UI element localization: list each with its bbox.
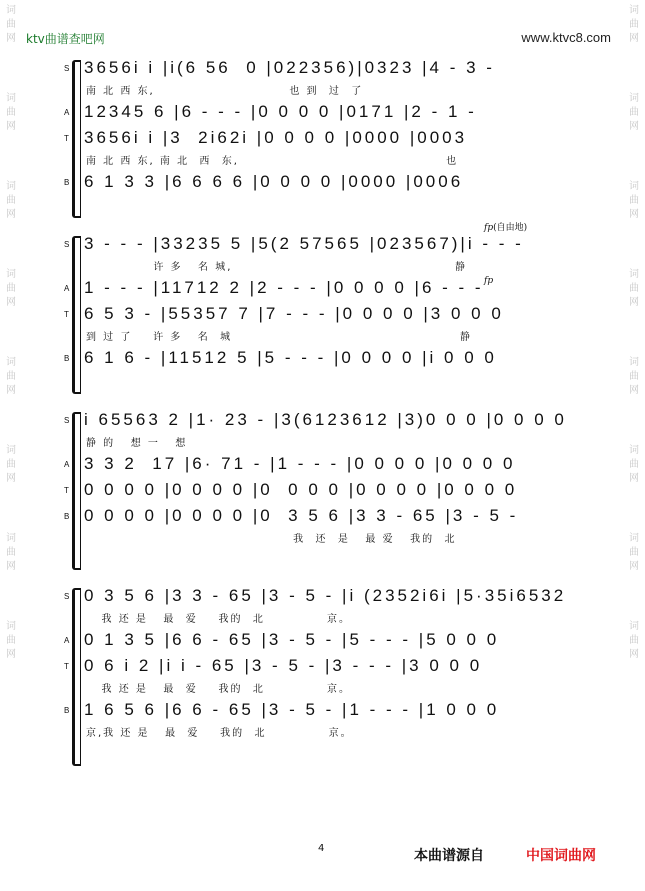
bass-lyrics: 我 还 是 最 爱 我的 北	[86, 534, 457, 545]
watermark-right: 词 曲 网 词 曲 网 词 曲 网 词 曲 网 词 曲 网 词 曲 网 词 曲 网 词 曲 网	[629, 5, 639, 660]
soprano-notes: 3656i i |i(6 56 0 |022356)|0323 |4 - 3 -	[84, 58, 495, 77]
dynamic-fp-alto: fp	[484, 276, 494, 286]
bass-row	[60, 346, 580, 372]
bass-row	[60, 504, 580, 530]
soprano-notes: 3 - - - |33235 5 |5(2 57565 |023567)|i - - -	[84, 234, 524, 253]
source-site-link[interactable]: 中国词曲网	[526, 848, 596, 864]
soprano-row	[60, 232, 580, 258]
voice-label-tenor: T	[64, 134, 69, 143]
alto-row	[60, 452, 580, 478]
score-system-1	[60, 56, 580, 232]
voice-label-tenor: T	[64, 662, 69, 671]
tenor-lyrics: 南 北 西 东, 南 北 西 东, 也	[86, 156, 459, 167]
alto-notes: 1 - - - |11712 2 |2 - - - |0 0 0 0 |6 - - -	[84, 278, 484, 297]
score-system-4	[60, 584, 580, 780]
page-number: 4	[318, 843, 325, 854]
voice-label-soprano: S	[64, 416, 70, 425]
voice-label-tenor: T	[64, 310, 69, 319]
tenor-notes: 3656i i |3 2i62i |0 0 0 0 |0000 |0003	[84, 128, 468, 147]
soprano-row	[60, 56, 580, 82]
site-url-right: www.ktvc8.com	[521, 30, 611, 45]
soprano-notes: i 65563 2 |1· 23 - |3(6123612 |3)0 0 0 |0 0 0 0	[84, 410, 567, 429]
tenor-row	[60, 302, 580, 328]
voice-label-bass: B	[64, 354, 70, 363]
tenor-notes: 6 5 3 - |55357 7 |7 - - - |0 0 0 0 |3 0 0 0	[84, 304, 504, 323]
score-system-3	[60, 408, 580, 584]
score-system-2	[60, 223, 580, 408]
dynamic-fp-ziyoudi: fp(自由地)	[484, 223, 528, 233]
bass-row	[60, 170, 580, 196]
soprano-lyrics: 许 多 名 城, 静	[86, 262, 468, 273]
tenor-row	[60, 654, 580, 680]
voice-label-alto: A	[64, 636, 70, 645]
voice-label-soprano: S	[64, 240, 70, 249]
bass-row	[60, 698, 580, 724]
voice-label-bass: B	[64, 178, 70, 187]
bass-notes: 0 0 0 0 |0 0 0 0 |0 3 5 6 |3 3 - 65 |3 - 5 -	[84, 506, 519, 525]
bass-lyrics: 京,我 还 是 最 爱 我的 北 京。	[86, 728, 353, 739]
alto-notes: 0 1 3 5 |6 6 - 65 |3 - 5 - |5 - - - |5 0 0 0	[84, 630, 500, 649]
alto-row	[60, 100, 580, 126]
alto-notes: 12345 6 |6 - - - |0 0 0 0 |0171 |2 - 1 -	[84, 102, 477, 121]
tenor-lyrics: 我 还 是 最 爱 我的 北 京。	[86, 684, 352, 695]
source-prefix: 本曲谱源自	[414, 848, 484, 864]
voice-label-soprano: S	[64, 592, 70, 601]
soprano-notes: 0 3 5 6 |3 3 - 65 |3 - 5 - |i (2352i6i |5·35i6532	[84, 586, 567, 605]
voice-label-alto: A	[64, 460, 70, 469]
tenor-row	[60, 478, 580, 504]
voice-label-alto: A	[64, 284, 70, 293]
voice-label-bass: B	[64, 512, 70, 521]
voice-label-soprano: S	[64, 64, 70, 73]
voice-label-alto: A	[64, 108, 70, 117]
soprano-lyrics: 我 还 是 最 爱 我的 北 京。	[86, 614, 352, 625]
soprano-lyrics: 南 北 西 东, 也 到 过 了	[86, 86, 364, 97]
voice-label-bass: B	[64, 706, 70, 715]
bass-notes: 6 1 3 3 |6 6 6 6 |0 0 0 0 |0000 |0006	[84, 172, 464, 191]
soprano-lyrics: 静 的 想 一 想	[86, 438, 188, 449]
bass-notes: 6 1 6 - |11512 5 |5 - - - |0 0 0 0 |i 0 0 0	[84, 348, 497, 367]
bass-notes: 1 6 5 6 |6 6 - 65 |3 - 5 - |1 - - - |1 0 0 0	[84, 700, 500, 719]
watermark-left: 词 曲 网 词 曲 网 词 曲 网 词 曲 网 词 曲 网 词 曲 网 词 曲 网 词 曲 网	[6, 5, 16, 660]
music-score	[60, 56, 580, 780]
tenor-notes: 0 0 0 0 |0 0 0 0 |0 0 0 0 |0 0 0 0 |0 0 0 0	[84, 480, 518, 499]
tenor-notes: 0 6 i 2 |i i - 65 |3 - 5 - |3 - - - |3 0 0 0	[84, 656, 483, 675]
voice-label-tenor: T	[64, 486, 69, 495]
tenor-lyrics: 到 过 了 许 多 名 城 静	[86, 332, 473, 343]
soprano-row	[60, 584, 580, 610]
site-name-left: ktv曲谱查吧网	[26, 32, 105, 46]
soprano-row	[60, 408, 580, 434]
tenor-row	[60, 126, 580, 152]
alto-row	[60, 276, 580, 302]
alto-row	[60, 628, 580, 654]
alto-notes: 3 3 2 17 |6· 71 - |1 - - - |0 0 0 0 |0 0 0 0	[84, 454, 516, 473]
